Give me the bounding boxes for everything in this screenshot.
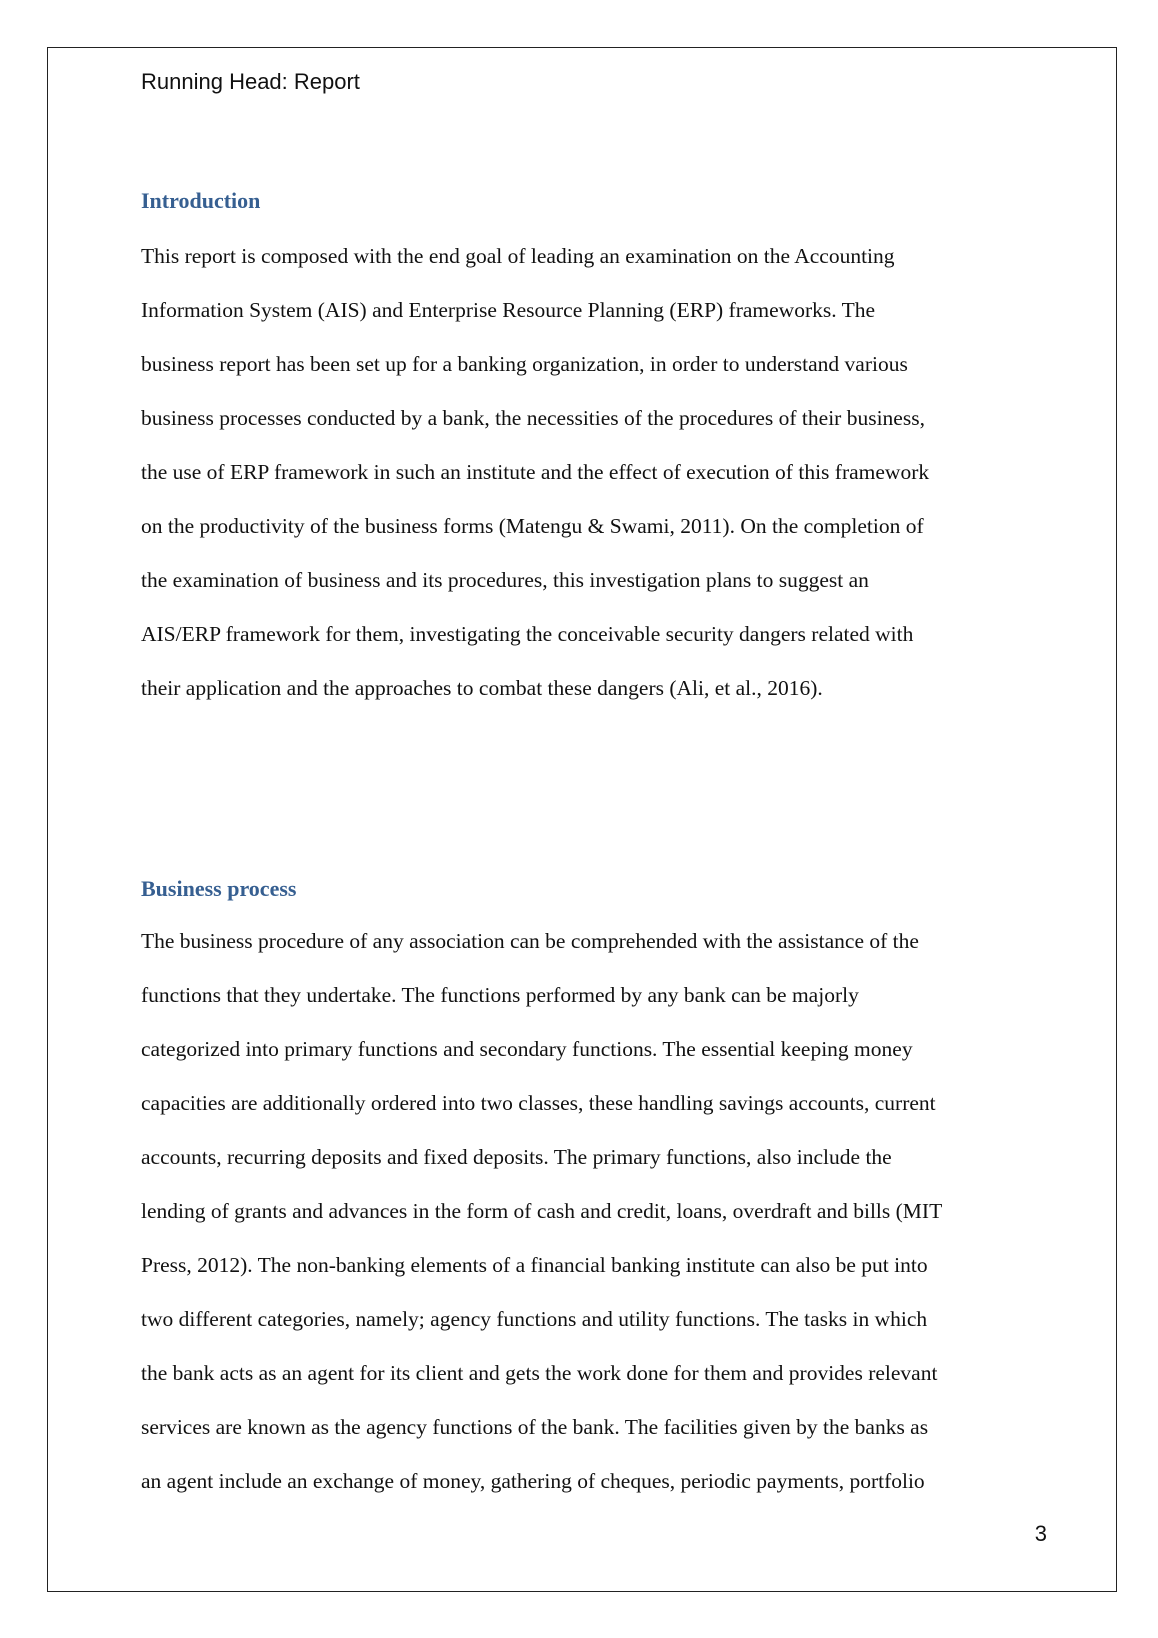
text-line: accounts, recurring deposits and fixed deposits. The primary functions, also include the <box>141 1145 892 1169</box>
text-line: their application and the approaches to combat these dangers (Ali, et al., 2016). <box>141 676 823 700</box>
heading-business-process: Business process <box>141 876 297 901</box>
text-line: The business procedure of any association can be comprehended with the assistance of the <box>141 929 919 953</box>
paragraph-introduction <box>141 229 1031 715</box>
text-line: AIS/ERP framework for them, investigating the conceivable security dangers related with <box>141 622 914 646</box>
text-line: the bank acts as an agent for its client and gets the work done for them and provides relevant <box>141 1361 938 1385</box>
heading-introduction: Introduction <box>141 188 261 213</box>
text-line: lending of grants and advances in the form of cash and credit, loans, overdraft and bills (MIT <box>141 1199 943 1223</box>
text-line: business processes conducted by a bank, the necessities of the procedures of their business, <box>141 406 925 430</box>
page-number: 3 <box>1034 1521 1047 1546</box>
running-head: Running Head: Report <box>141 69 360 94</box>
text-line: Press, 2012). The non-banking elements of a financial banking institute can also be put into <box>141 1253 928 1277</box>
text-line: two different categories, namely; agency functions and utility functions. The tasks in which <box>141 1307 928 1331</box>
text-line: the use of ERP framework in such an institute and the effect of execution of this framework <box>141 460 930 484</box>
text-line: an agent include an exchange of money, gathering of cheques, periodic payments, portfolio <box>141 1469 925 1493</box>
paragraph-business-process <box>141 914 1031 1508</box>
text-line: functions that they undertake. The functions performed by any bank can be majorly <box>141 983 859 1007</box>
text-line: the examination of business and its procedures, this investigation plans to suggest an <box>141 568 869 592</box>
text-line: categorized into primary functions and secondary functions. The essential keeping money <box>141 1037 913 1061</box>
text-line: services are known as the agency functions of the bank. The facilities given by the banks as <box>141 1415 929 1439</box>
text-line: capacities are additionally ordered into two classes, these handling savings accounts, current <box>141 1091 936 1115</box>
text-line: business report has been set up for a banking organization, in order to understand various <box>141 352 908 376</box>
text-line: on the productivity of the business forms (Matengu & Swami, 2011). On the completion of <box>141 514 924 538</box>
text-line: This report is composed with the end goal of leading an examination on the Accounting <box>141 244 895 268</box>
text-line: Information System (AIS) and Enterprise Resource Planning (ERP) frameworks. The <box>141 298 876 322</box>
